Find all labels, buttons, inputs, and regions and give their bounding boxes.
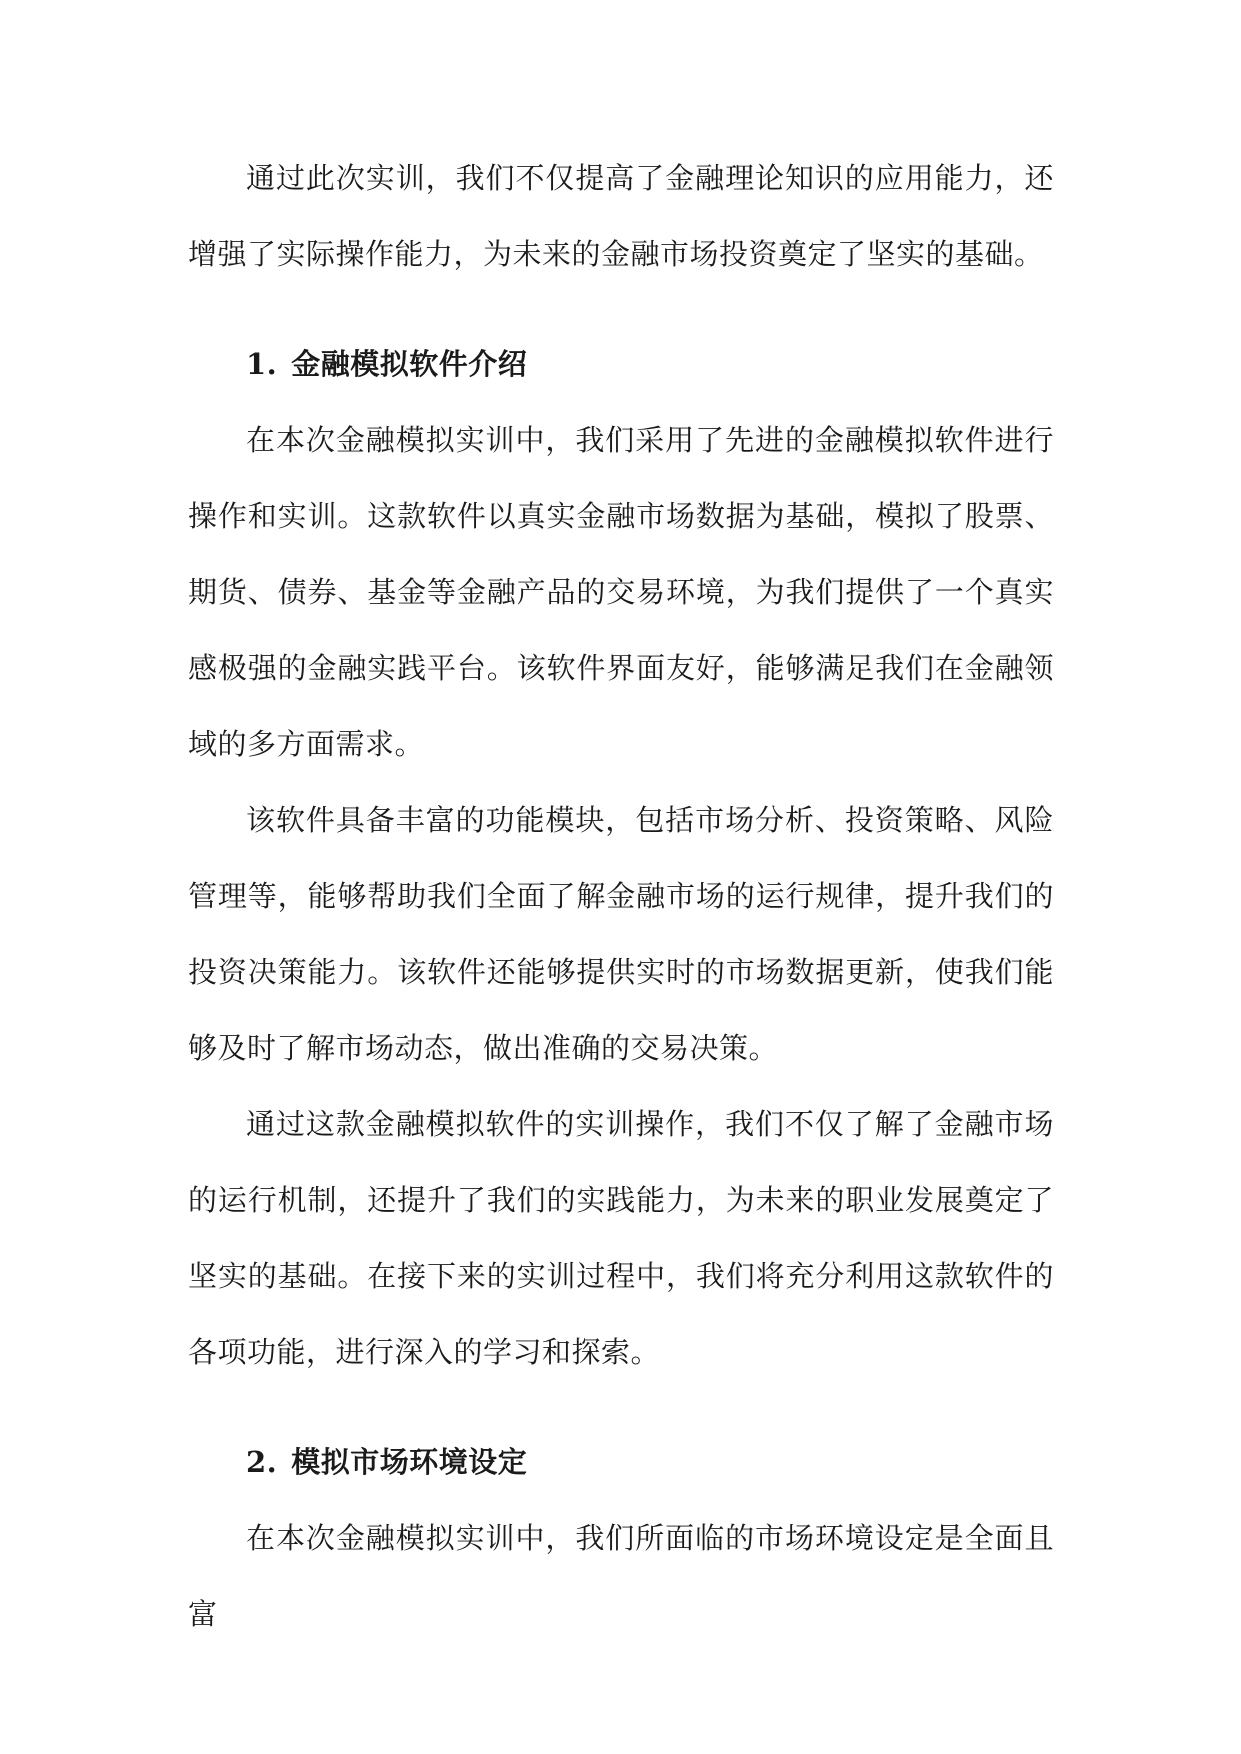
section1-paragraph-2: 该软件具备丰富的功能模块，包括市场分析、投资策略、风险管理等，能够帮助我们全面了解金融市场的运行规律，提升我们的投资决策能力。该软件还能够提供实时的市场数据更新，使我们能够及时了解市场动态，做出准确的交易决策。 (188, 803, 1054, 1065)
section-title: 金融模拟软件介绍 (291, 347, 528, 381)
section1-paragraph-3: 通过这款金融模拟软件的实训操作，我们不仅了解了金融市场的运行机制，还提升了我们的实践能力，为未来的职业发展奠定了坚实的基础。在接下来的实训过程中，我们将充分利用这款软件的各项功能，进行深入的学习和探索。 (188, 1107, 1054, 1369)
section-number: 2. (246, 1445, 278, 1479)
document-body (188, 140, 1054, 1652)
intro-paragraph: 通过此次实训，我们不仅提高了金融理论知识的应用能力，还增强了实际操作能力，为未来的金融市场投资奠定了坚实的基础。 (188, 161, 1054, 271)
section-title: 模拟市场环境设定 (291, 1445, 528, 1479)
section-heading-2 (188, 1424, 1054, 1500)
section-number: 1. (246, 347, 278, 381)
section1-paragraph-1: 在本次金融模拟实训中，我们采用了先进的金融模拟软件进行操作和实训。这款软件以真实金融市场数据为基础，模拟了股票、期货、债券、基金等金融产品的交易环境，为我们提供了一个真实感极强的金融实践平台。该软件界面友好，能够满足我们在金融领域的多方面需求。 (188, 423, 1054, 761)
section-heading-1 (188, 326, 1054, 402)
section2-paragraph-1: 在本次金融模拟实训中，我们所面临的市场环境设定是全面且富 (188, 1521, 1054, 1631)
